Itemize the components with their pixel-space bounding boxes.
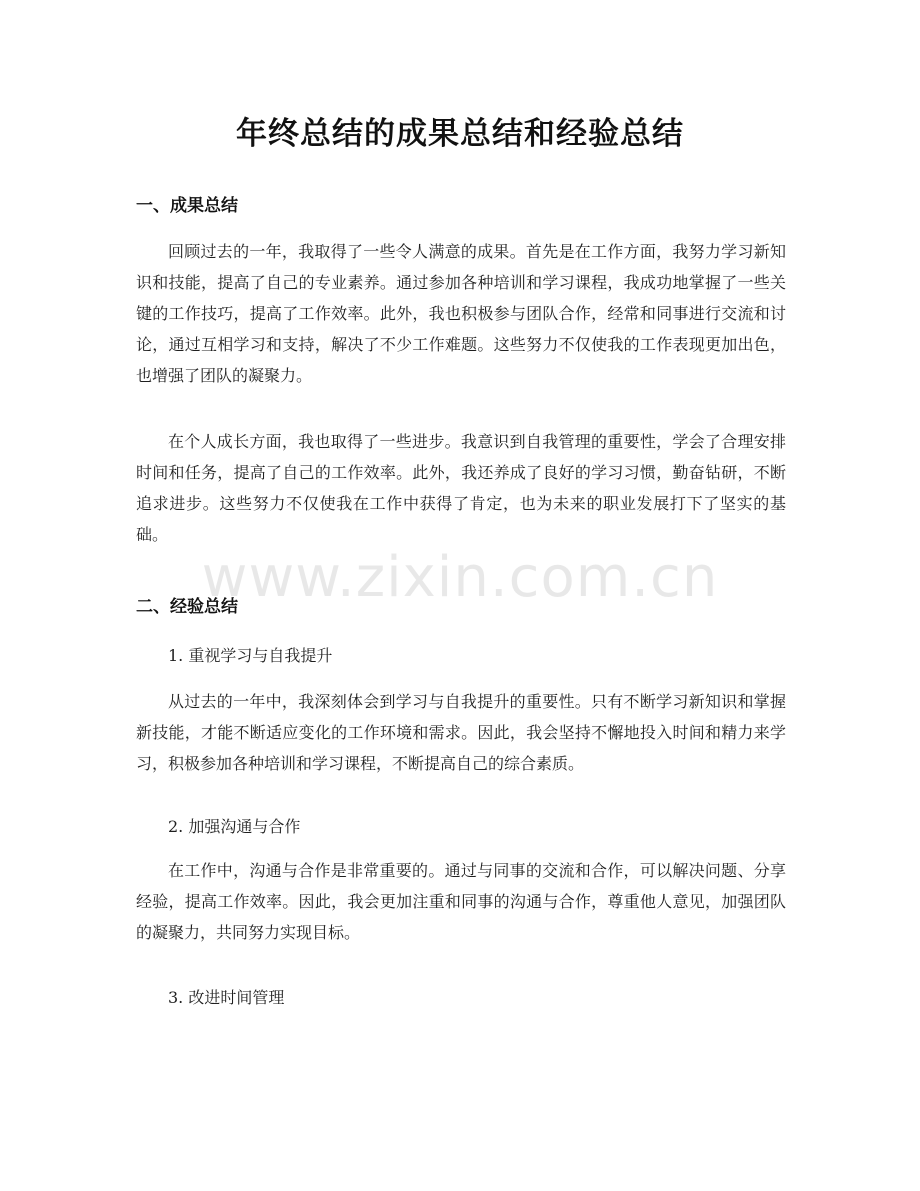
item-label-time-management: 3. 改进时间管理 [168,988,285,1007]
paragraph-learning: 从过去的一年中，我深刻体会到学习与自我提升的重要性。只有不断学习新知识和掌握新技能，才能不断适应变化的工作环境和需求。因此，我会坚持不懈地投入时间和精力来学习，积极参加各种培训和学习课程，不断提高自己的综合素质。 [136,692,786,773]
document-title: 年终总结的成果总结和经验总结 [236,116,684,152]
item-label-learning: 1. 重视学习与自我提升 [168,646,333,665]
section-heading-experience: 二、经验总结 [136,597,238,617]
paragraph-results-work: 回顾过去的一年，我取得了一些令人满意的成果。首先是在工作方面，我努力学习新知识和技能，提高了自己的专业素养。通过参加各种培训和学习课程，我成功地掌握了一些关键的工作技巧，提高了工作效率。此外，我也积极参与团队合作，经常和同事进行交流和讨论，通过互相学习和支持，解决了不少工作难题。这些努力不仅使我的工作表现更加出色，也增强了团队的凝聚力。 [136,242,786,385]
paragraph-results-growth: 在个人成长方面，我也取得了一些进步。我意识到自我管理的重要性，学会了合理安排时间和任务，提高了自己的工作效率。此外，我还养成了良好的学习习惯，勤奋钻研，不断追求进步。这些努力不仅使我在工作中获得了肯定，也为未来的职业发展打下了坚实的基础。 [136,432,786,544]
watermark: www.zixin.com.cn [201,545,719,610]
item-label-communication: 2. 加强沟通与合作 [168,817,301,836]
section-heading-results: 一、成果总结 [136,196,238,216]
paragraph-communication: 在工作中，沟通与合作是非常重要的。通过与同事的交流和合作，可以解决问题、分享经验，提高工作效率。因此，我会更加注重和同事的沟通与合作，尊重他人意见，加强团队的凝聚力，共同努力实现目标。 [136,861,786,942]
